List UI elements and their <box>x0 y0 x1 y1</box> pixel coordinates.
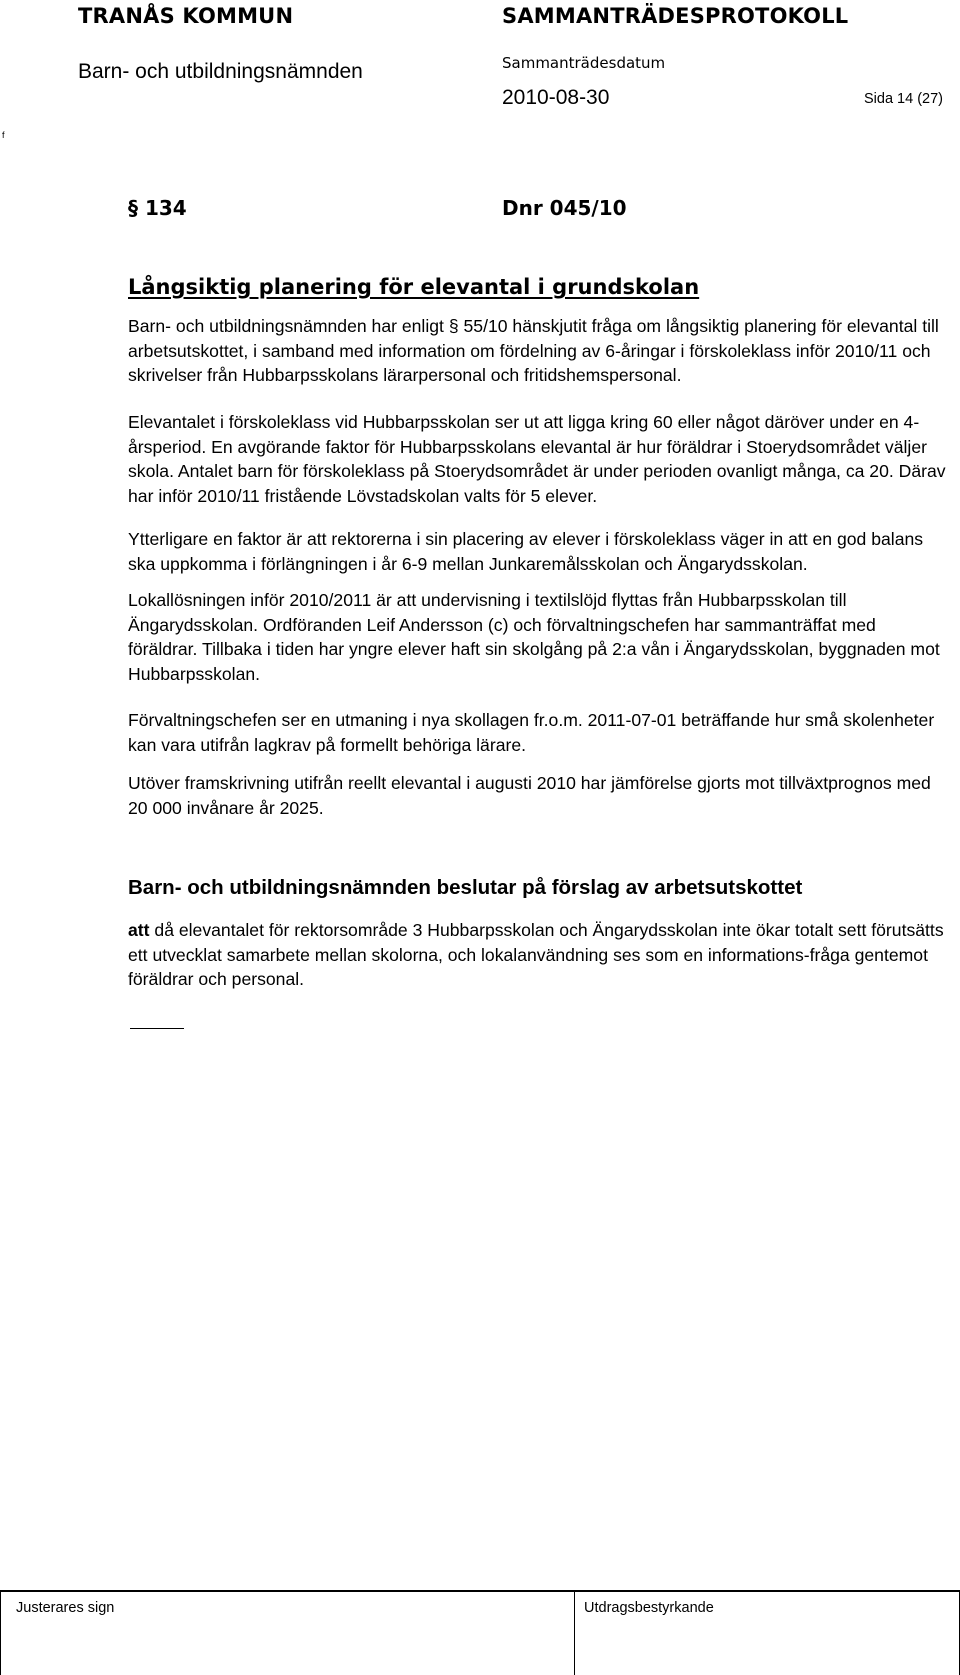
paragraph-sign: § <box>128 196 138 220</box>
paragraph-4 <box>128 588 948 686</box>
paragraph-6-text: Utöver framskrivning utifrån reellt elevantal i augusti 2010 har jämförelse gjorts mot tillväxtprognos med 20 000 invånare år 2025. <box>128 773 931 818</box>
paragraph-6 <box>128 771 948 820</box>
utdragsbestyrkande-label: Utdragsbestyrkande <box>584 1600 714 1616</box>
meeting-date-label: Sammanträdesdatum <box>502 54 666 72</box>
paragraph-1 <box>128 314 948 388</box>
diary-number: Dnr 045/10 <box>502 196 627 220</box>
page-number: Sida 14 (27) <box>864 91 943 107</box>
section-number-value: 134 <box>144 196 187 220</box>
decision-text <box>128 918 948 992</box>
decision-heading: Barn- och utbildningsnämnden beslutar på förslag av arbetsutskottet <box>128 876 803 899</box>
footer-left-border <box>0 1592 1 1675</box>
paragraph-3 <box>128 527 948 576</box>
footer-divider <box>574 1592 575 1675</box>
section-number <box>128 196 187 220</box>
signature-rule <box>130 1028 184 1029</box>
municipality-name: TRANÅS KOMMUN <box>78 4 294 28</box>
paragraph-2 <box>128 410 948 508</box>
committee-name: Barn- och utbildningsnämnden <box>78 60 363 83</box>
paragraph-2-text: Elevantalet i förskoleklass vid Hubbarpsskolan ser ut att ligga kring 60 eller något däröver under en 4-årsperiod. En avgörande faktor för Hubbarpsskolans elevantal är hur föräldrar i Stoerydsområdet väljer skola. Antalet barn för förskoleklass på Stoerydsområdet är under perioden ovanligt många, ca 20. Därav har inför 2010/11 fristående Lövstadskolan valts för 5 elever. <box>128 412 946 506</box>
paragraph-5 <box>128 708 948 757</box>
paragraph-4-text: Lokallösningen inför 2010/2011 är att undervisning i textilslöjd flyttas från Hubbarpsskolan till Ängarydsskolan. Ordföranden Leif Andersson (c) och förvaltningschefen har sammanträffat med föräldrar. Tillbaka i tiden har yngre elever haft sin skolgång på 2:a vån i Ängarydsskolan, byggnaden mot Hubbarpsskolan. <box>128 590 940 684</box>
document-type: SAMMANTRÄDESPROTOKOLL <box>502 4 849 28</box>
paragraph-1-rest: 55/10 hänskjutit fråga om långsiktig planering för elevantal till arbetsutskottet, i samband med information om fördelning av 6-åringar i förskoleklass inför 2010/11 och skrivelser från Hubbarpsskolans lärarpersonal och fritidshemspersonal. <box>128 316 939 385</box>
paragraph-1-start: Barn- och utbildningsnämnden har enligt <box>128 316 449 336</box>
paragraph-3-text: Ytterligare en faktor är att rektorerna i sin placering av elever i förskoleklass väger in att en god balans ska uppkomma i förlängningen i år 6-9 mellan Junkaremålsskolan och Ängarydsskolan. <box>128 529 924 574</box>
meeting-date: 2010-08-30 <box>502 86 610 109</box>
paragraph-sign-inline: § <box>448 316 459 336</box>
paragraph-5-text: Förvaltningschefen ser en utmaning i nya skollagen fr.o.m. 2011-07-01 beträffande hur små skolenheter kan vara utifrån lagkrav på formellt behöriga lärare. <box>128 710 935 755</box>
section-title: Långsiktig planering för elevantal i grundskolan <box>128 275 700 299</box>
decision-att: att <box>128 920 150 940</box>
justerares-sign-label: Justerares sign <box>16 1600 115 1616</box>
decision-body: då elevantalet för rektorsområde 3 Hubbarpsskolan och Ängarydsskolan inte ökar totalt sett förutsätts ett utvecklat samarbete mellan skolorna, och lokalanvändning ses som en informations-fråga gentemot föräldrar och personal. <box>128 920 944 989</box>
footer-rule <box>0 1590 960 1592</box>
stray-mark: f <box>2 130 5 140</box>
